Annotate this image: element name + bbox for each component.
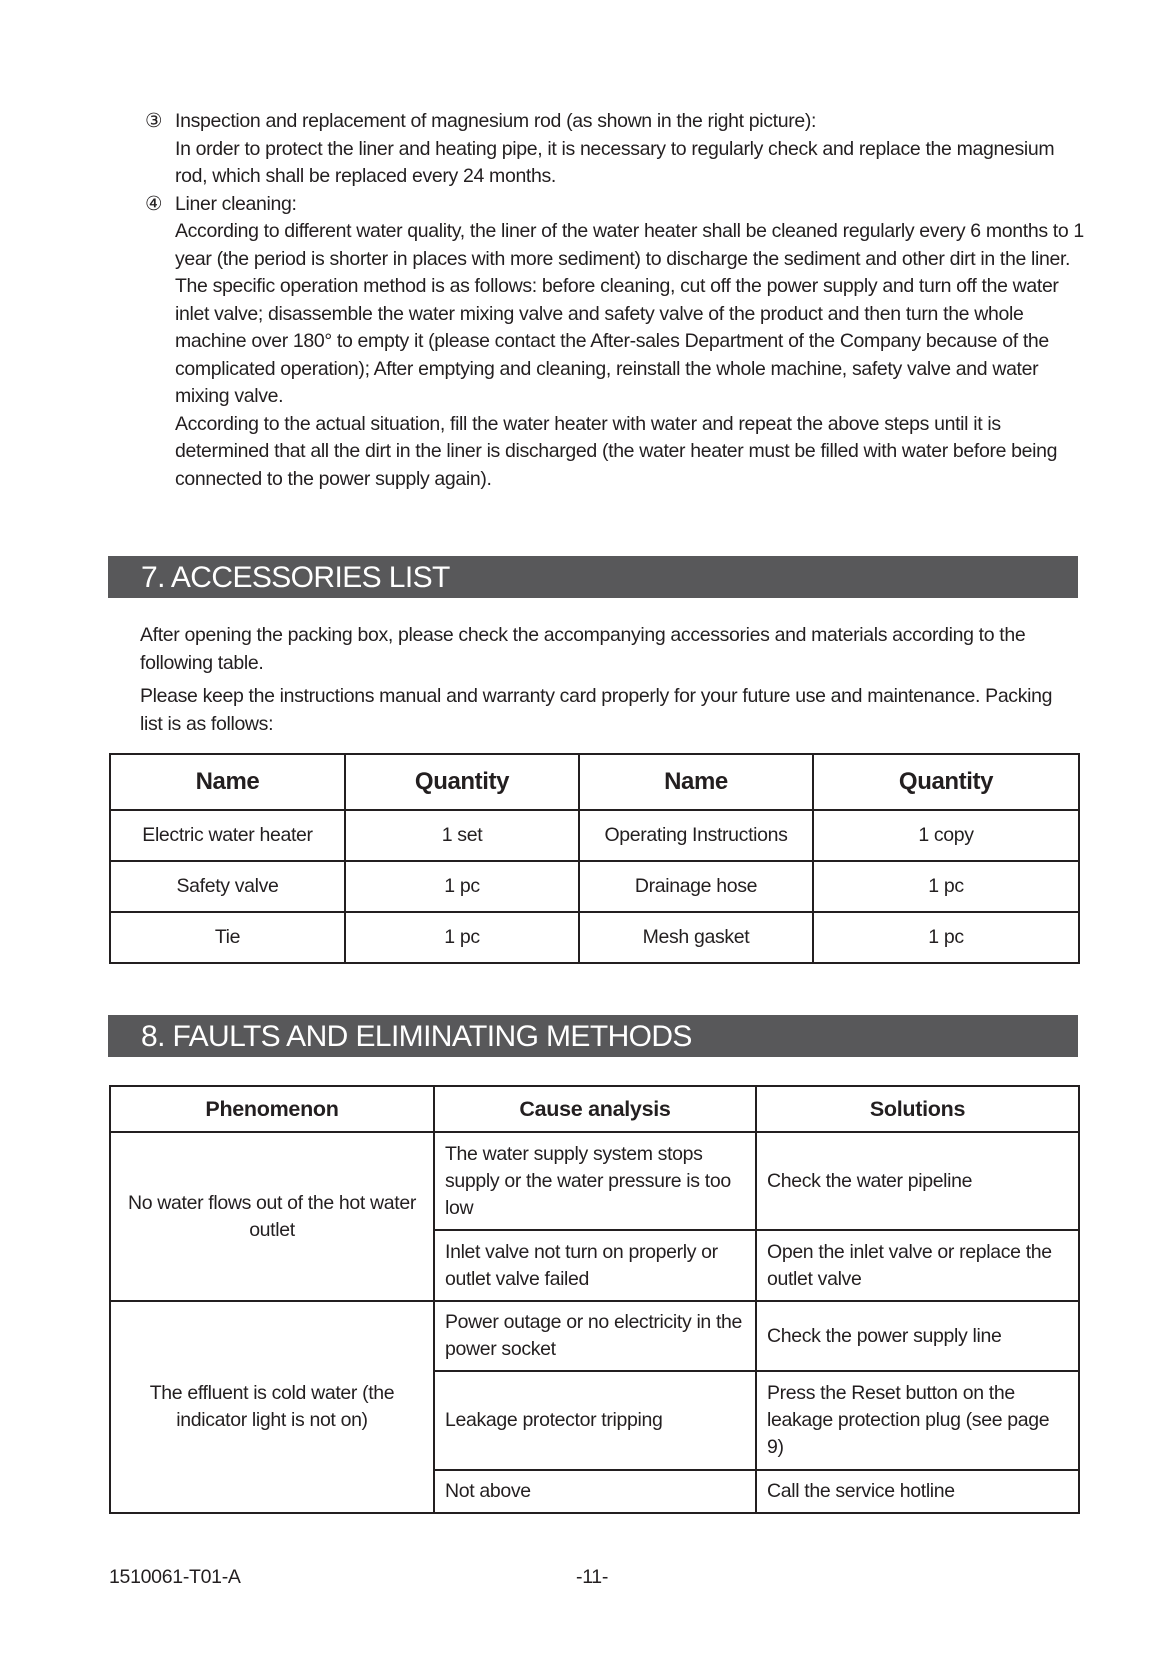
solution-cell: Check the water pipeline — [756, 1132, 1079, 1230]
cause-cell: Not above — [434, 1470, 756, 1513]
table-row — [110, 861, 1079, 912]
column-header-solutions: Solutions — [756, 1086, 1079, 1132]
item-paragraph: In order to protect the liner and heating pipe, it is necessary to regularly check and replace the magnesium rod, which shall be replaced every 24 months. — [175, 137, 1055, 187]
section-heading-faults: 8. FAULTS AND ELIMINATING METHODS — [108, 1015, 1078, 1057]
item-heading: Inspection and replacement of magnesium rod (as shown in the right picture): — [175, 110, 817, 132]
faults-table — [109, 1085, 1080, 1514]
item-heading: Liner cleaning: — [175, 192, 297, 215]
table-row — [110, 912, 1079, 963]
maintenance-items — [145, 108, 1085, 493]
solution-cell: Open the inlet valve or replace the outlet valve — [756, 1230, 1079, 1301]
accessory-quantity: 1 pc — [345, 912, 579, 963]
table-row — [110, 1132, 1079, 1230]
accessory-quantity: 1 pc — [813, 861, 1079, 912]
item-liner-cleaning — [145, 191, 1085, 494]
solution-cell: Check the power supply line — [756, 1301, 1079, 1371]
item-paragraph: According to different water quality, the liner of the water heater shall be cleaned regularly every 6 months to 1 year (the period is shorter in places with more sediment) to discharge the sediment and other dirt in the liner. The specific operation method is as follows: before cleaning, cut off the power supply and turn off the water inlet valve; disassemble the water mixing valve and safety valve of the product and then turn the whole machine over 180° to empty it (please contact the After-sales Department of the Company because of the complicated operation); After emptying and cleaning, reinstall the whole machine, safety valve and water mixing valve. — [175, 220, 1084, 407]
phenomenon-cell: The effluent is cold water (the indicator light is not on) — [110, 1301, 434, 1513]
accessory-name: Mesh gasket — [579, 912, 813, 963]
accessory-name: Electric water heater — [110, 810, 345, 861]
column-header-phenomenon: Phenomenon — [110, 1086, 434, 1132]
table-header-row — [110, 1086, 1079, 1132]
cause-cell: Leakage protector tripping — [434, 1371, 756, 1470]
column-header-cause: Cause analysis — [434, 1086, 756, 1132]
column-header-name: Name — [579, 754, 813, 810]
accessories-keep-paragraph: Please keep the instructions manual and warranty card properly for your future use and maintenance. Packing list is as follows: — [140, 685, 1053, 735]
accessories-table — [109, 753, 1080, 964]
item-number: ③ — [145, 110, 163, 132]
accessories-intro-paragraph: After opening the packing box, please check the accompanying accessories and materials according to the following table. — [140, 624, 1026, 674]
accessory-name: Safety valve — [110, 861, 345, 912]
column-header-name: Name — [110, 754, 345, 810]
accessory-quantity: 1 pc — [345, 861, 579, 912]
cause-cell: Inlet valve not turn on properly or outlet valve failed — [434, 1230, 756, 1301]
solution-cell: Press the Reset button on the leakage protection plug (see page 9) — [756, 1371, 1079, 1470]
section-heading-accessories: 7. ACCESSORIES LIST — [108, 556, 1078, 598]
accessory-name: Tie — [110, 912, 345, 963]
item-magnesium-rod — [145, 108, 1085, 191]
column-header-quantity: Quantity — [813, 754, 1079, 810]
cause-cell: Power outage or no electricity in the power socket — [434, 1301, 756, 1371]
accessory-quantity: 1 pc — [813, 912, 1079, 963]
accessory-name: Operating Instructions — [579, 810, 813, 861]
table-row — [110, 810, 1079, 861]
accessory-name: Drainage hose — [579, 861, 813, 912]
solution-cell: Call the service hotline — [756, 1470, 1079, 1513]
document-code: 1510061-T01-A — [109, 1566, 241, 1588]
item-number: ④ — [145, 192, 163, 215]
column-header-quantity: Quantity — [345, 754, 579, 810]
phenomenon-cell: No water flows out of the hot water outlet — [110, 1132, 434, 1301]
page-number: -11- — [576, 1566, 609, 1588]
accessory-quantity: 1 set — [345, 810, 579, 861]
item-paragraph: According to the actual situation, fill the water heater with water and repeat the above steps until it is determined that all the dirt in the liner is discharged (the water heater must be filled with water before being connected to the power supply again). — [175, 412, 1058, 490]
table-row — [110, 1301, 1079, 1371]
table-header-row — [110, 754, 1079, 810]
accessory-quantity: 1 copy — [813, 810, 1079, 861]
cause-cell: The water supply system stops supply or the water pressure is too low — [434, 1132, 756, 1230]
